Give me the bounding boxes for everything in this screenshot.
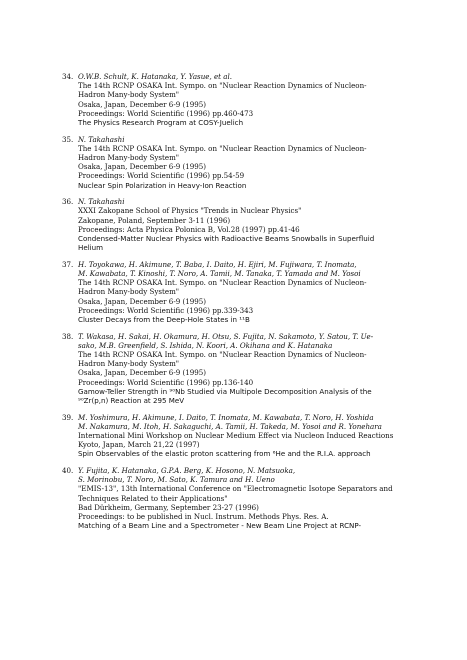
reference-body-line: Hadron Many-body System" <box>78 153 180 163</box>
reference-authors-line: N. Takahashi <box>78 197 125 207</box>
reference-body-line: International Mini Workshop on Nuclear Medium Effect via Nucleon Induced Reactions <box>78 431 394 441</box>
reference-entry <box>62 72 430 127</box>
reference-title-line: Cluster Decays from the Deep-Hole States in ¹¹B <box>78 315 250 325</box>
reference-body-line: Bad Dürkheim, Germany, September 23-27 (1996) <box>78 502 259 512</box>
reference-body-line: Proceedings: World Scientific (1996) pp.460-473 <box>78 108 254 118</box>
reference-title-line: Matching of a Beam Line and a Spectrometer - New Beam Line Project at RCNP- <box>78 521 362 531</box>
reference-title-line: Gamow-Teller Strength in ⁹⁰Nb Studied via Multipole Decomposition Analysis of the <box>78 386 372 396</box>
reference-authors-line: T. Wakasa, H. Sakai, H. Okamura, H. Otsu, S. Fujita, N. Sakamoto, Y. Satou, T. Ue- <box>78 331 374 341</box>
reference-authors-line: M. Kawabata, T. Kinoshi, T. Noro, A. Tamii, M. Tanaka, T. Yamada and M. Yosoi <box>78 269 361 279</box>
reference-number: 35. <box>62 134 74 144</box>
reference-body-line: Osaka, Japan, December 6-9 (1995) <box>78 99 207 109</box>
reference-body-line: Proceedings: World Scientific (1996) pp.136-140 <box>78 377 254 387</box>
reference-authors-line: M. Yoshimura, H. Akimune, I. Daito, T. Inomata, M. Kawabata, T. Noro, H. Yoshida <box>78 412 374 422</box>
reference-number: 34. <box>62 72 74 81</box>
reference-number: 36. <box>62 197 74 207</box>
reference-authors-line: H. Toyokawa, H. Akimune, T. Baba, I. Daito, H. Ejiri, M. Fujiwara, T. Inomata, <box>78 259 357 269</box>
reference-title-line: Helium <box>78 243 104 253</box>
reference-title-line: ⁹⁰Zr(p,n) Reaction at 295 MeV <box>78 396 185 406</box>
reference-entry <box>62 135 430 190</box>
reference-body-line: The 14th RCNP OSAKA Int. Sympo. on "Nuclear Reaction Dynamics of Nucleon- <box>78 350 367 360</box>
reference-entry <box>62 260 430 324</box>
reference-title-line: Spin Observables of the elastic proton scattering from ⁶He and the R.I.A. approach <box>78 449 371 459</box>
reference-body-line: Hadron Many-body System" <box>78 90 180 100</box>
reference-body-line: Hadron Many-body System" <box>78 287 180 297</box>
reference-body-line: "EMIS-13", 13th International Conference on "Electromagnetic Isotope Separators and <box>78 484 393 494</box>
reference-body-line: Zakopane, Poland, September 3-11 (1996) <box>78 215 231 225</box>
reference-body-line: The 14th RCNP OSAKA Int. Sympo. on "Nuclear Reaction Dynamics of Nucleon- <box>78 143 367 153</box>
reference-body-line: Kyoto, Japan, March 21,22 (1997) <box>78 440 200 450</box>
reference-number: 40. <box>62 466 74 476</box>
reference-body-line: Techniques Related to their Applications" <box>78 493 228 503</box>
reference-number: 38. <box>62 331 74 341</box>
reference-number: 39. <box>62 412 74 422</box>
reference-body-line: Proceedings: to be published in Nucl. Instrum. Methods Phys. Res. A. <box>78 512 329 522</box>
reference-number: 37. <box>62 259 74 269</box>
reference-authors-line: N. Takahashi <box>78 134 125 144</box>
reference-body-line: The 14th RCNP OSAKA Int. Sympo. on "Nuclear Reaction Dynamics of Nucleon- <box>78 278 367 288</box>
reference-authors-line: O.W.B. Schult, K. Hatanaka, Y. Yasue, et al. <box>78 72 233 81</box>
reference-body-line: The 14th RCNP OSAKA Int. Sympo. on "Nuclear Reaction Dynamics of Nucleon- <box>78 81 367 91</box>
reference-body-line: Proceedings: World Scientific (1996) pp.54-59 <box>78 171 245 181</box>
reference-authors-line: sako, M.B. Greenfield, S. Ishida, N. Koori, A. Okihana and K. Hatanaka <box>78 340 333 350</box>
reference-body-line: Proceedings: World Scientific (1996) pp.339-343 <box>78 305 254 315</box>
reference-body-line: XXXI Zakopane School of Physics "Trends in Nuclear Physics" <box>78 206 302 216</box>
reference-list <box>62 72 430 538</box>
reference-title-line: Nuclear Spin Polarization in Heavy-Ion Reaction <box>78 180 247 190</box>
reference-title-line: Condensed-Matter Nuclear Physics with Radioactive Beams Snowballs in Superfluid <box>78 234 375 244</box>
reference-title-line: The Physics Research Program at COSY-Juelich <box>78 118 244 128</box>
reference-entry <box>62 332 430 406</box>
reference-entry <box>62 466 430 530</box>
reference-body-line: Hadron Many-body System" <box>78 359 180 369</box>
reference-authors-line: S. Morinobu, T. Noro, M. Sato, K. Tamura and H. Ueno <box>78 475 275 485</box>
reference-authors-line: Y. Fujita, K. Hatanaka, G.P.A. Berg, K. Hosono, N. Matsuoka, <box>78 466 296 476</box>
reference-authors-line: M. Nakamura, M. Itoh, H. Sakaguchi, A. Tamii, H. Takeda, M. Yosoi and R. Yonehara <box>78 421 382 431</box>
reference-body-line: Osaka, Japan, December 6-9 (1995) <box>78 368 207 378</box>
reference-entry <box>62 413 430 459</box>
reference-entry <box>62 197 430 252</box>
reference-body-line: Osaka, Japan, December 6-9 (1995) <box>78 162 207 172</box>
reference-body-line: Osaka, Japan, December 6-9 (1995) <box>78 296 207 306</box>
reference-body-line: Proceedings: Acta Physica Polonica B, Vol.28 (1997) pp.41-46 <box>78 224 300 234</box>
